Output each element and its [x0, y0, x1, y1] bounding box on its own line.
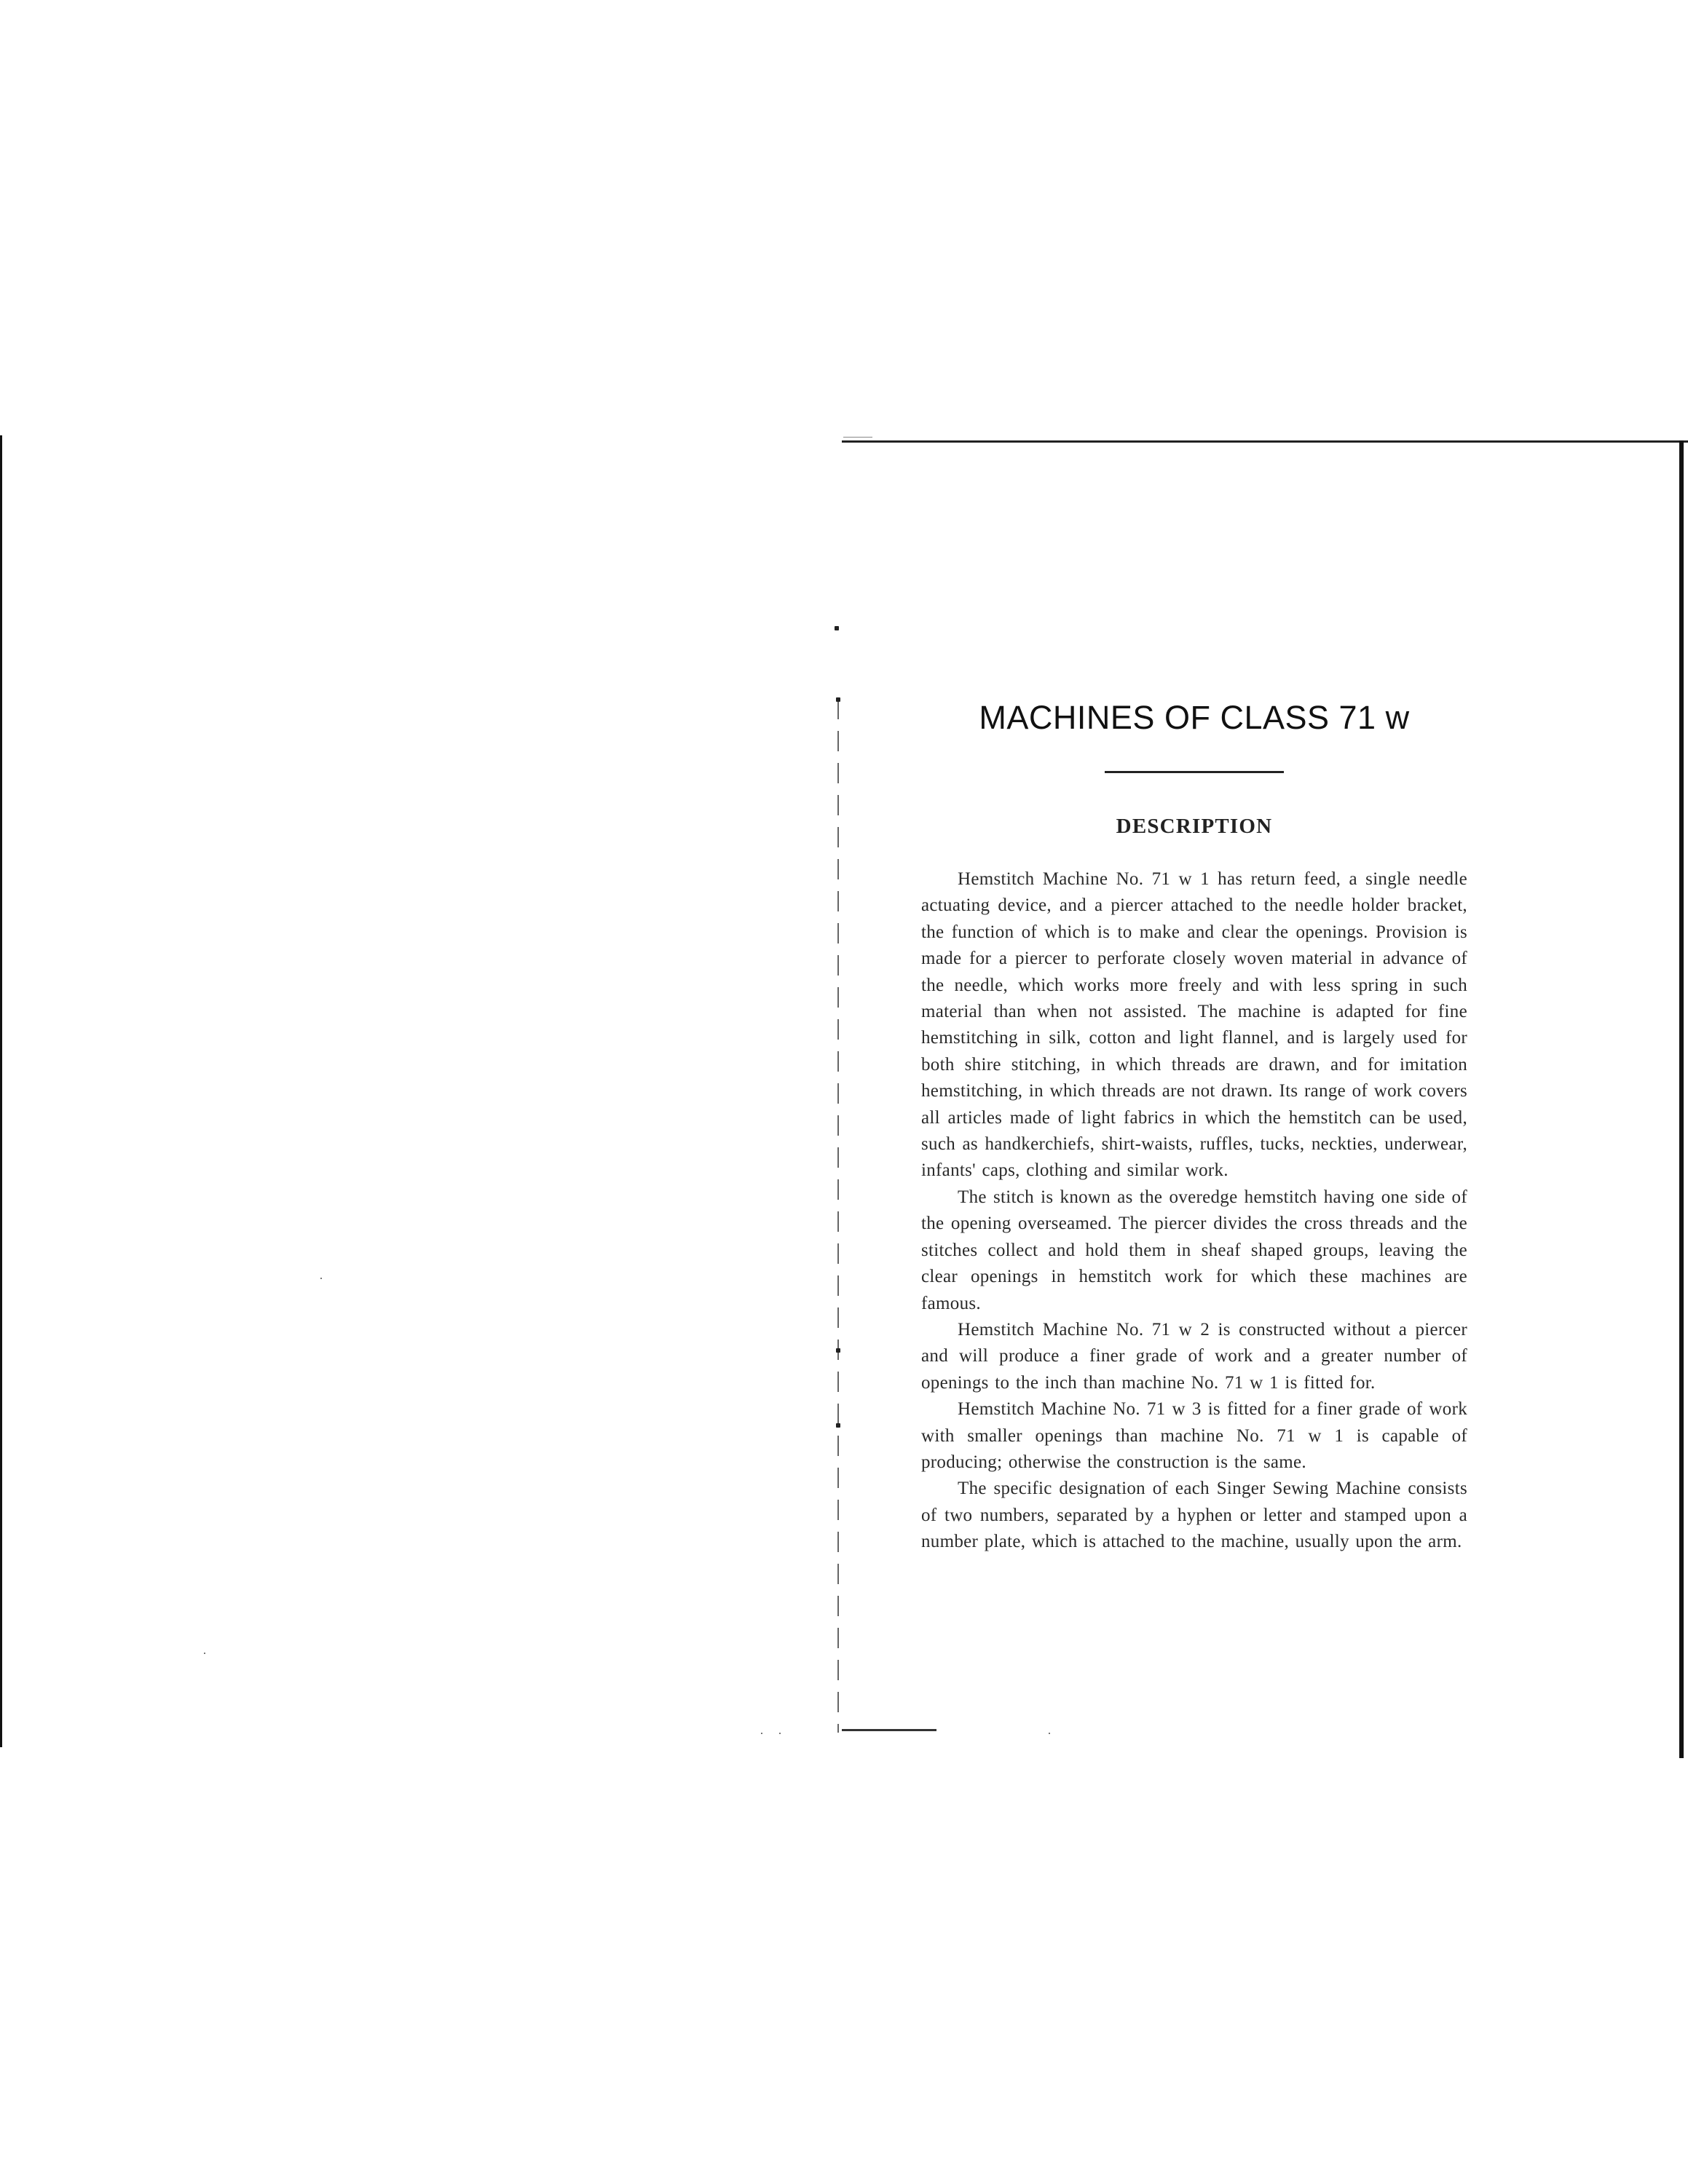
page-right-border [1679, 440, 1684, 1758]
paragraph: The stitch is known as the overedge hemstitch having one side of the opening overseamed. The piercer divides the cross threads and the stitches collect and hold them in sheaf shaped groups, leaving the clear openings in hemstitch work for which these machines are famous. [921, 1187, 1467, 1313]
section-heading: DESCRIPTION [1116, 815, 1273, 838]
gutter-mark [835, 626, 839, 630]
scan-speck [1049, 1733, 1050, 1734]
scan-speck [204, 1653, 205, 1654]
gutter-mark [836, 697, 840, 702]
gutter-mark [836, 1348, 840, 1353]
page-title: MACHINES OF CLASS 71 w [979, 699, 1410, 736]
paragraph: Hemstitch Machine No. 71 w 3 is fitted for a finer grade of work with smaller openings than machine No. 71 w 1 is capable of producing; otherwise the construction is the same. [921, 1399, 1467, 1472]
page-bottom-border [842, 1729, 936, 1731]
description-body [921, 866, 1467, 1556]
title-divider [1105, 771, 1284, 773]
paragraph: The specific designation of each Singer Sewing Machine consists of two numbers, separated by a hyphen or letter and stamped upon a number plate, which is attached to the machine, usually upon the arm. [921, 1479, 1467, 1552]
page-top-border [842, 440, 1688, 443]
scan-top-mark [843, 437, 872, 438]
document-page [921, 699, 1467, 1556]
scan-speck [320, 1278, 322, 1279]
gutter-mark [836, 1423, 840, 1428]
binding-gutter-line [837, 699, 839, 1733]
scan-left-edge [0, 435, 2, 1747]
paragraph: Hemstitch Machine No. 71 w 2 is constructed without a piercer and will produce a finer grade of work and a greater number of openings to the inch than machine No. 71 w 1 is fitted for. [921, 1319, 1467, 1393]
scan-speck [761, 1733, 762, 1734]
paragraph: Hemstitch Machine No. 71 w 1 has return feed, a single needle actuating device, and a piercer attached to the needle holder bracket, the function of which is to make and clear the openings. Provision is made for a piercer to perforate closely woven material in advance of the needle, which works more freely and with less spring in such material than when not assisted. The machine is adapted for fine hemstitching in silk, cotton and light flannel, and is largely used for both shire stitching, in which threads are drawn, and for imitation hemstitching, in which threads are not drawn. Its range of work covers all articles made of light fabrics in which the hemstitch can be used, such as handkerchiefs, shirt-waists, ruffles, tucks, neckties, underwear, infants' caps, clothing and similar work. [921, 869, 1467, 1181]
scan-speck [779, 1733, 781, 1734]
